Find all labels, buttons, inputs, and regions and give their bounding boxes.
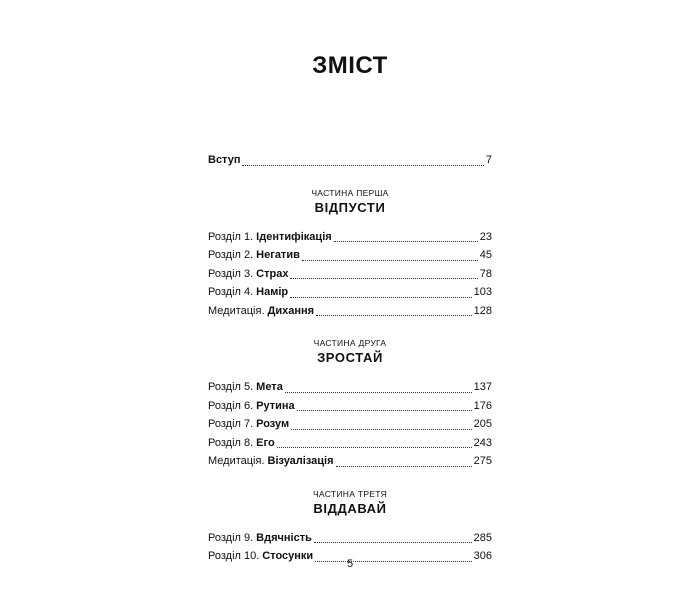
entry-page: 103 bbox=[473, 286, 492, 298]
part-label: ЧАСТИНА ПЕРША bbox=[311, 187, 389, 198]
entry-prefix: Розділ 5. bbox=[208, 381, 254, 393]
dot-leader bbox=[290, 297, 471, 298]
part-label: ЧАСТИНА ДРУГА bbox=[313, 338, 387, 348]
entry-name: Негатив bbox=[256, 249, 300, 261]
entry-name: Намір bbox=[256, 286, 289, 298]
dot-leader bbox=[297, 410, 472, 411]
entry-page: 176 bbox=[473, 399, 492, 412]
part-title: ВІДДАВАЙ bbox=[313, 500, 387, 516]
entry-name: Розум bbox=[256, 418, 290, 430]
entry-prefix: Медитація. bbox=[208, 455, 265, 467]
toc-entry bbox=[208, 246, 492, 265]
part-label: ЧАСТИНА ТРЕТЯ bbox=[312, 488, 388, 499]
dot-leader bbox=[314, 542, 472, 543]
entry-name: Ідентифікація bbox=[256, 230, 332, 243]
page-title: ЗМІСТ bbox=[312, 52, 388, 79]
part-title: ЗРОСТАЙ bbox=[317, 350, 383, 365]
toc-entry bbox=[208, 529, 492, 548]
dot-leader bbox=[334, 241, 478, 242]
dot-leader bbox=[285, 392, 472, 393]
table-of-contents bbox=[208, 151, 492, 566]
dot-leader bbox=[242, 165, 483, 166]
entry-prefix: Розділ 9. bbox=[208, 531, 254, 544]
entry-name: Его bbox=[256, 436, 275, 449]
toc-entry bbox=[208, 415, 492, 434]
part-title: ВІДПУСТИ bbox=[314, 199, 386, 215]
entry-page: 243 bbox=[473, 436, 492, 449]
entry-prefix: Розділ 1. bbox=[208, 230, 254, 243]
toc-entry bbox=[208, 378, 492, 397]
toc-entry bbox=[208, 228, 492, 247]
entry-page: 275 bbox=[473, 455, 492, 467]
entry-prefix: Розділ 2. bbox=[208, 249, 254, 261]
dot-leader bbox=[302, 260, 478, 261]
toc-entry-intro bbox=[208, 151, 492, 170]
toc-entry bbox=[208, 397, 492, 416]
entry-name: Мета bbox=[256, 381, 283, 393]
entry-name: Вступ bbox=[208, 154, 241, 166]
entry-name: Рутина bbox=[256, 399, 295, 412]
entry-prefix: Розділ 6. bbox=[208, 399, 254, 412]
entry-prefix: Медитація. bbox=[208, 304, 265, 317]
dot-leader bbox=[336, 466, 472, 467]
toc-entry bbox=[208, 452, 492, 471]
toc-entry bbox=[208, 434, 492, 453]
entry-page: 137 bbox=[473, 381, 492, 393]
entry-page: 128 bbox=[473, 304, 492, 317]
entry-page: 45 bbox=[479, 249, 492, 261]
entry-page: 78 bbox=[479, 267, 492, 280]
entry-name: Дихання bbox=[267, 304, 315, 317]
entry-name: Вдячність bbox=[256, 531, 312, 544]
toc-entry bbox=[208, 283, 492, 302]
dot-leader bbox=[277, 447, 472, 448]
entry-prefix: Розділ 7. bbox=[208, 418, 254, 430]
dot-leader bbox=[316, 315, 472, 316]
entry-prefix: Розділ 10. bbox=[208, 550, 260, 562]
entry-page: 306 bbox=[473, 550, 492, 562]
page-number: 5 bbox=[346, 558, 354, 570]
dot-leader bbox=[291, 429, 472, 430]
entry-name: Візуалізація bbox=[267, 455, 334, 467]
entry-page: 205 bbox=[473, 418, 492, 430]
entry-name: Страх bbox=[256, 267, 289, 280]
entry-page: 285 bbox=[473, 531, 492, 544]
entry-name: Стосунки bbox=[262, 550, 314, 562]
entry-prefix: Розділ 4. bbox=[208, 286, 254, 298]
entry-prefix: Розділ 8. bbox=[208, 436, 254, 449]
entry-page: 7 bbox=[485, 154, 492, 166]
entry-page: 23 bbox=[479, 230, 492, 243]
toc-entry bbox=[208, 265, 492, 284]
toc-entry bbox=[208, 302, 492, 321]
dot-leader bbox=[290, 278, 477, 279]
entry-prefix: Розділ 3. bbox=[208, 267, 254, 280]
